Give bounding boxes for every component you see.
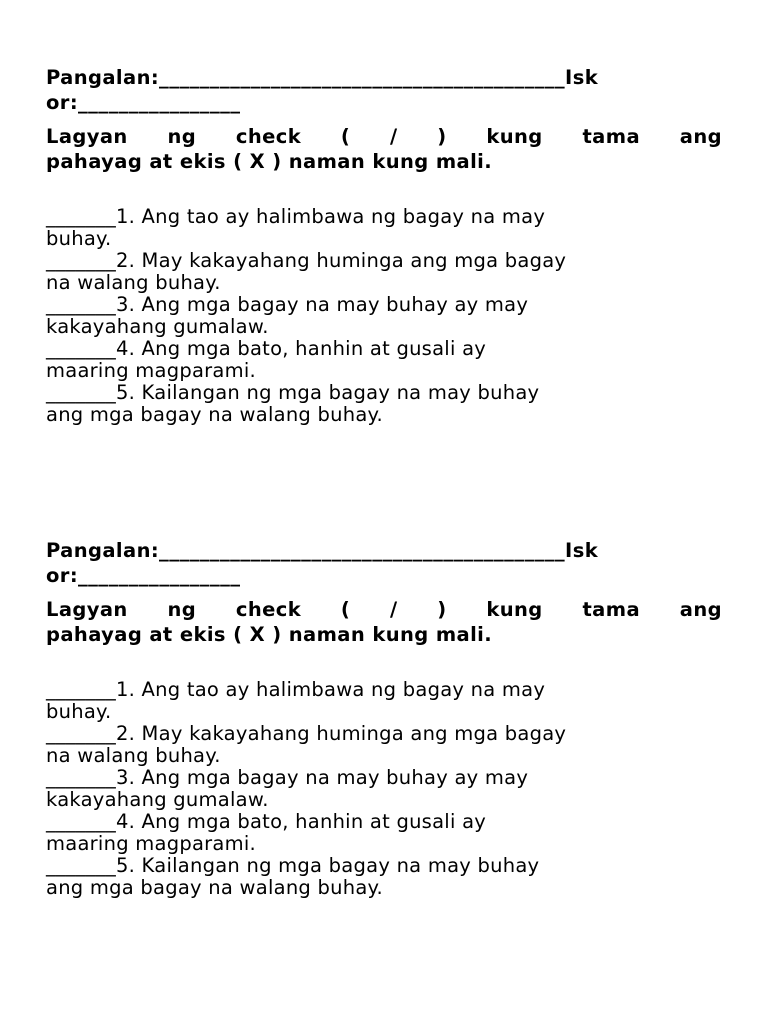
question-item-4	[46, 811, 722, 855]
question-item-5	[46, 382, 722, 426]
question-item-3	[46, 767, 722, 811]
question-item-2	[46, 723, 722, 767]
question-list	[46, 206, 722, 426]
question-text: _______1. Ang tao ay halimbawa ng bagay na may	[46, 678, 546, 701]
question-item-2	[46, 250, 722, 294]
question-text: _______4. Ang mga bato, hanhin at gusali ay	[46, 810, 487, 833]
question-text: _______5. Kailangan ng mga bagay na may buhay	[46, 854, 540, 877]
question-item-4	[46, 338, 722, 382]
question-text: _______4. Ang mga bato, hanhin at gusali ay	[46, 337, 487, 360]
name-score-header	[46, 538, 722, 588]
question-text-continued: na walang buhay.	[46, 744, 221, 767]
question-text-continued: buhay.	[46, 227, 112, 250]
question-text-continued: maaring magparami.	[46, 359, 256, 382]
worksheet-2	[46, 538, 722, 899]
question-text-continued: na walang buhay.	[46, 271, 221, 294]
score-field-line: or:________________	[46, 564, 241, 587]
instruction-line-1: Lagyan ng check ( / ) kung tama ang	[46, 598, 722, 621]
name-field-line: Pangalan:________________________________________Isk	[46, 66, 599, 89]
question-text: _______2. May kakayahang huminga ang mga bagay	[46, 249, 567, 272]
question-text: _______1. Ang tao ay halimbawa ng bagay na may	[46, 205, 546, 228]
question-text-continued: buhay.	[46, 700, 112, 723]
question-item-1	[46, 679, 722, 723]
worksheet-1	[46, 65, 722, 426]
name-score-header	[46, 65, 722, 115]
question-item-1	[46, 206, 722, 250]
question-text-continued: kakayahang gumalaw.	[46, 788, 269, 811]
score-field-line: or:________________	[46, 91, 241, 114]
instruction-line-2: pahayag at ekis ( X ) naman kung mali.	[46, 623, 493, 646]
question-item-5	[46, 855, 722, 899]
instruction-line-1: Lagyan ng check ( / ) kung tama ang	[46, 125, 722, 148]
question-text-continued: ang mga bagay na walang buhay.	[46, 403, 384, 426]
question-item-3	[46, 294, 722, 338]
question-list	[46, 679, 722, 899]
question-text: _______2. May kakayahang huminga ang mga bagay	[46, 722, 567, 745]
question-text: _______5. Kailangan ng mga bagay na may buhay	[46, 381, 540, 404]
question-text-continued: maaring magparami.	[46, 832, 256, 855]
question-text-continued: ang mga bagay na walang buhay.	[46, 876, 384, 899]
question-text-continued: kakayahang gumalaw.	[46, 315, 269, 338]
instructions	[46, 124, 722, 174]
instructions	[46, 597, 722, 647]
instruction-line-2: pahayag at ekis ( X ) naman kung mali.	[46, 150, 493, 173]
name-field-line: Pangalan:________________________________________Isk	[46, 539, 599, 562]
question-text: _______3. Ang mga bagay na may buhay ay may	[46, 766, 529, 789]
question-text: _______3. Ang mga bagay na may buhay ay may	[46, 293, 529, 316]
